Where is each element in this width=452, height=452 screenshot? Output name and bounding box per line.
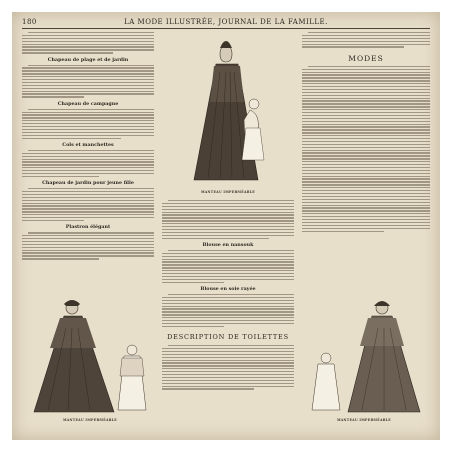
text-line	[302, 86, 430, 87]
text-line	[22, 123, 154, 124]
text-line	[162, 217, 294, 218]
figure-name: MANTEAU IMPERMÉABLE	[200, 190, 256, 194]
text-line	[302, 167, 430, 168]
fashion-illustration-bottom-left	[24, 298, 156, 416]
text-line	[302, 89, 430, 90]
text-line	[28, 109, 154, 110]
text-line	[22, 211, 154, 212]
text-line	[302, 77, 430, 78]
text-line	[302, 178, 430, 179]
text-line	[302, 173, 430, 174]
text-block	[22, 188, 154, 221]
text-line	[302, 187, 430, 188]
text-line	[302, 112, 430, 113]
text-line	[22, 96, 84, 97]
text-block	[302, 32, 430, 48]
text-line	[28, 32, 154, 33]
text-line	[162, 220, 294, 221]
text-line	[302, 35, 430, 36]
text-line	[302, 138, 430, 139]
text-line	[162, 351, 294, 352]
section-heading: Chapeau de plage et de jardin	[47, 56, 129, 63]
text-line	[302, 190, 430, 191]
text-line	[302, 115, 430, 116]
text-line	[162, 377, 294, 378]
section-heading-large: DESCRIPTION DE TOILETTES	[167, 333, 289, 342]
text-line	[162, 276, 294, 277]
text-line	[302, 72, 430, 73]
text-line	[162, 267, 294, 268]
text-line	[308, 66, 430, 67]
text-line	[162, 261, 294, 262]
text-line	[302, 100, 430, 101]
text-line	[162, 297, 294, 298]
text-line	[162, 229, 294, 230]
text-line	[22, 73, 154, 74]
text-line	[302, 44, 430, 45]
text-line	[302, 121, 430, 122]
text-block	[22, 65, 154, 98]
text-line	[162, 357, 294, 358]
text-line	[162, 273, 294, 274]
text-line	[302, 141, 430, 142]
text-line	[22, 200, 154, 201]
text-line	[22, 79, 154, 80]
text-line	[302, 129, 430, 130]
right-column	[302, 32, 430, 294]
text-line	[22, 176, 99, 177]
text-line	[22, 197, 154, 198]
text-line	[22, 117, 154, 118]
text-line	[302, 202, 430, 203]
section-heading: Chapeau de jardin pour jeune fille	[42, 180, 134, 187]
text-line	[22, 250, 154, 251]
page-number: 180	[22, 18, 37, 26]
text-line	[22, 167, 154, 168]
text-block	[162, 250, 294, 283]
text-line	[162, 212, 294, 213]
middle-column	[162, 200, 294, 390]
text-line	[22, 258, 99, 259]
text-line	[22, 238, 154, 239]
text-line	[162, 226, 294, 227]
text-line	[168, 250, 294, 251]
text-line	[22, 153, 154, 154]
text-line	[302, 219, 430, 220]
text-line	[302, 225, 430, 226]
text-line	[22, 135, 154, 136]
text-line	[162, 253, 294, 254]
text-line	[162, 354, 294, 355]
text-line	[22, 138, 121, 139]
text-line	[302, 144, 430, 145]
page-header	[22, 18, 430, 28]
text-line	[22, 159, 154, 160]
text-line	[162, 203, 294, 204]
text-line	[22, 44, 154, 45]
text-line	[302, 103, 430, 104]
text-line	[302, 210, 430, 211]
text-line	[302, 126, 430, 127]
text-line	[162, 259, 294, 260]
text-line	[162, 323, 294, 324]
text-line	[28, 188, 154, 189]
text-line	[22, 217, 154, 218]
section-heading: Cols et manchettes	[62, 141, 114, 148]
text-line	[302, 161, 430, 162]
text-line	[302, 98, 430, 99]
text-line	[22, 247, 154, 248]
section-heading-large: MODES	[348, 53, 384, 63]
text-line	[302, 199, 430, 200]
text-line	[22, 241, 154, 242]
text-line	[302, 158, 430, 159]
text-block	[162, 294, 294, 327]
text-line	[302, 38, 430, 39]
text-line	[302, 228, 430, 229]
text-line	[22, 126, 154, 127]
text-line	[302, 150, 430, 151]
text-line	[162, 386, 294, 387]
text-line	[28, 65, 154, 66]
figure-name: MANTEAU IMPERMÉABLE	[336, 418, 392, 422]
text-line	[162, 300, 294, 301]
text-line	[162, 223, 294, 224]
left-column	[22, 32, 154, 294]
text-line	[22, 252, 154, 253]
text-line	[302, 193, 430, 194]
text-line	[22, 129, 154, 130]
text-line	[22, 132, 154, 133]
fashion-illustration-bottom-right	[298, 298, 430, 416]
text-line	[302, 231, 384, 232]
text-line	[22, 76, 154, 77]
text-line	[302, 132, 430, 133]
text-line	[22, 41, 154, 42]
text-line	[28, 232, 154, 233]
text-line	[162, 232, 294, 233]
text-line	[168, 345, 294, 346]
text-line	[302, 176, 430, 177]
text-line	[162, 314, 294, 315]
text-line	[162, 326, 224, 327]
text-line	[22, 156, 154, 157]
text-line	[22, 214, 154, 215]
text-line	[302, 170, 430, 171]
figure-caption	[298, 418, 430, 422]
figure-caption	[24, 418, 156, 422]
text-line	[308, 32, 430, 33]
text-block	[162, 200, 294, 239]
text-line	[162, 380, 294, 381]
section-heading: Blouse en soie rayée	[200, 285, 256, 292]
text-block	[22, 32, 154, 54]
text-line	[302, 124, 430, 125]
text-line	[162, 388, 254, 389]
text-line	[22, 49, 154, 50]
text-line	[162, 206, 294, 207]
text-line	[302, 213, 430, 214]
text-line	[22, 91, 154, 92]
text-line	[302, 207, 430, 208]
text-line	[302, 83, 430, 84]
text-line	[22, 82, 154, 83]
text-line	[162, 368, 294, 369]
text-line	[22, 85, 154, 86]
text-line	[302, 184, 430, 185]
text-line	[22, 114, 154, 115]
text-line	[22, 191, 154, 192]
text-line	[22, 170, 154, 171]
text-line	[22, 203, 154, 204]
text-line	[302, 147, 430, 148]
section-heading: Blouse en nansouk	[202, 241, 254, 248]
text-line	[162, 282, 224, 283]
text-line	[302, 46, 404, 47]
text-line	[22, 208, 154, 209]
text-line	[302, 74, 430, 75]
text-line	[302, 118, 430, 119]
text-line	[22, 46, 154, 47]
text-line	[22, 112, 154, 113]
figure-caption	[164, 190, 292, 194]
text-line	[302, 69, 430, 70]
text-line	[302, 222, 430, 223]
text-line	[22, 67, 154, 68]
text-line	[302, 109, 430, 110]
text-line	[22, 120, 154, 121]
text-line	[162, 256, 294, 257]
text-block	[22, 150, 154, 177]
text-line	[22, 194, 154, 195]
text-line	[302, 95, 430, 96]
text-line	[22, 173, 154, 174]
text-line	[302, 106, 430, 107]
text-line	[168, 294, 294, 295]
section-heading: Chapeau de campagne	[57, 100, 119, 107]
text-line	[302, 155, 430, 156]
text-line	[162, 306, 294, 307]
text-line	[162, 303, 294, 304]
text-line	[162, 374, 294, 375]
text-line	[162, 209, 294, 210]
text-line	[162, 365, 294, 366]
text-line	[302, 135, 430, 136]
text-line	[22, 52, 113, 53]
text-line	[162, 235, 294, 236]
text-line	[162, 348, 294, 349]
text-line	[162, 362, 294, 363]
figure-name: MANTEAU IMPERMÉABLE	[62, 418, 118, 422]
text-block	[22, 109, 154, 139]
text-line	[162, 320, 294, 321]
text-block	[302, 66, 430, 232]
text-line	[22, 93, 154, 94]
text-line	[22, 255, 154, 256]
text-line	[302, 196, 430, 197]
text-line	[162, 308, 294, 309]
text-line	[302, 152, 430, 153]
text-line	[302, 216, 430, 217]
text-line	[22, 88, 154, 89]
section-heading: Plastron élégant	[65, 224, 111, 231]
magazine-page	[12, 12, 440, 440]
text-line	[22, 161, 154, 162]
text-line	[28, 150, 154, 151]
text-line	[22, 235, 154, 236]
text-line	[162, 214, 294, 215]
text-line	[162, 383, 294, 384]
text-line	[22, 164, 154, 165]
text-line	[162, 264, 294, 265]
text-line	[162, 279, 294, 280]
text-line	[302, 181, 430, 182]
text-line	[162, 360, 294, 361]
text-line	[22, 38, 154, 39]
text-line	[302, 92, 430, 93]
text-line	[22, 220, 84, 221]
text-line	[302, 80, 430, 81]
text-block	[22, 232, 154, 259]
text-line	[302, 41, 430, 42]
text-block	[162, 345, 294, 390]
text-line	[22, 35, 154, 36]
text-line	[162, 317, 294, 318]
text-line	[22, 205, 154, 206]
text-line	[22, 244, 154, 245]
text-line	[22, 70, 154, 71]
text-line	[162, 270, 294, 271]
text-line	[302, 205, 430, 206]
text-line	[302, 164, 430, 165]
text-line	[162, 311, 294, 312]
fashion-illustration-top	[164, 32, 292, 192]
journal-title: LA MODE ILLUSTRÉE, JOURNAL DE LA FAMILLE.	[124, 18, 328, 26]
text-line	[168, 200, 294, 201]
header-rule	[22, 28, 430, 29]
text-line	[162, 371, 294, 372]
text-line	[162, 238, 269, 239]
